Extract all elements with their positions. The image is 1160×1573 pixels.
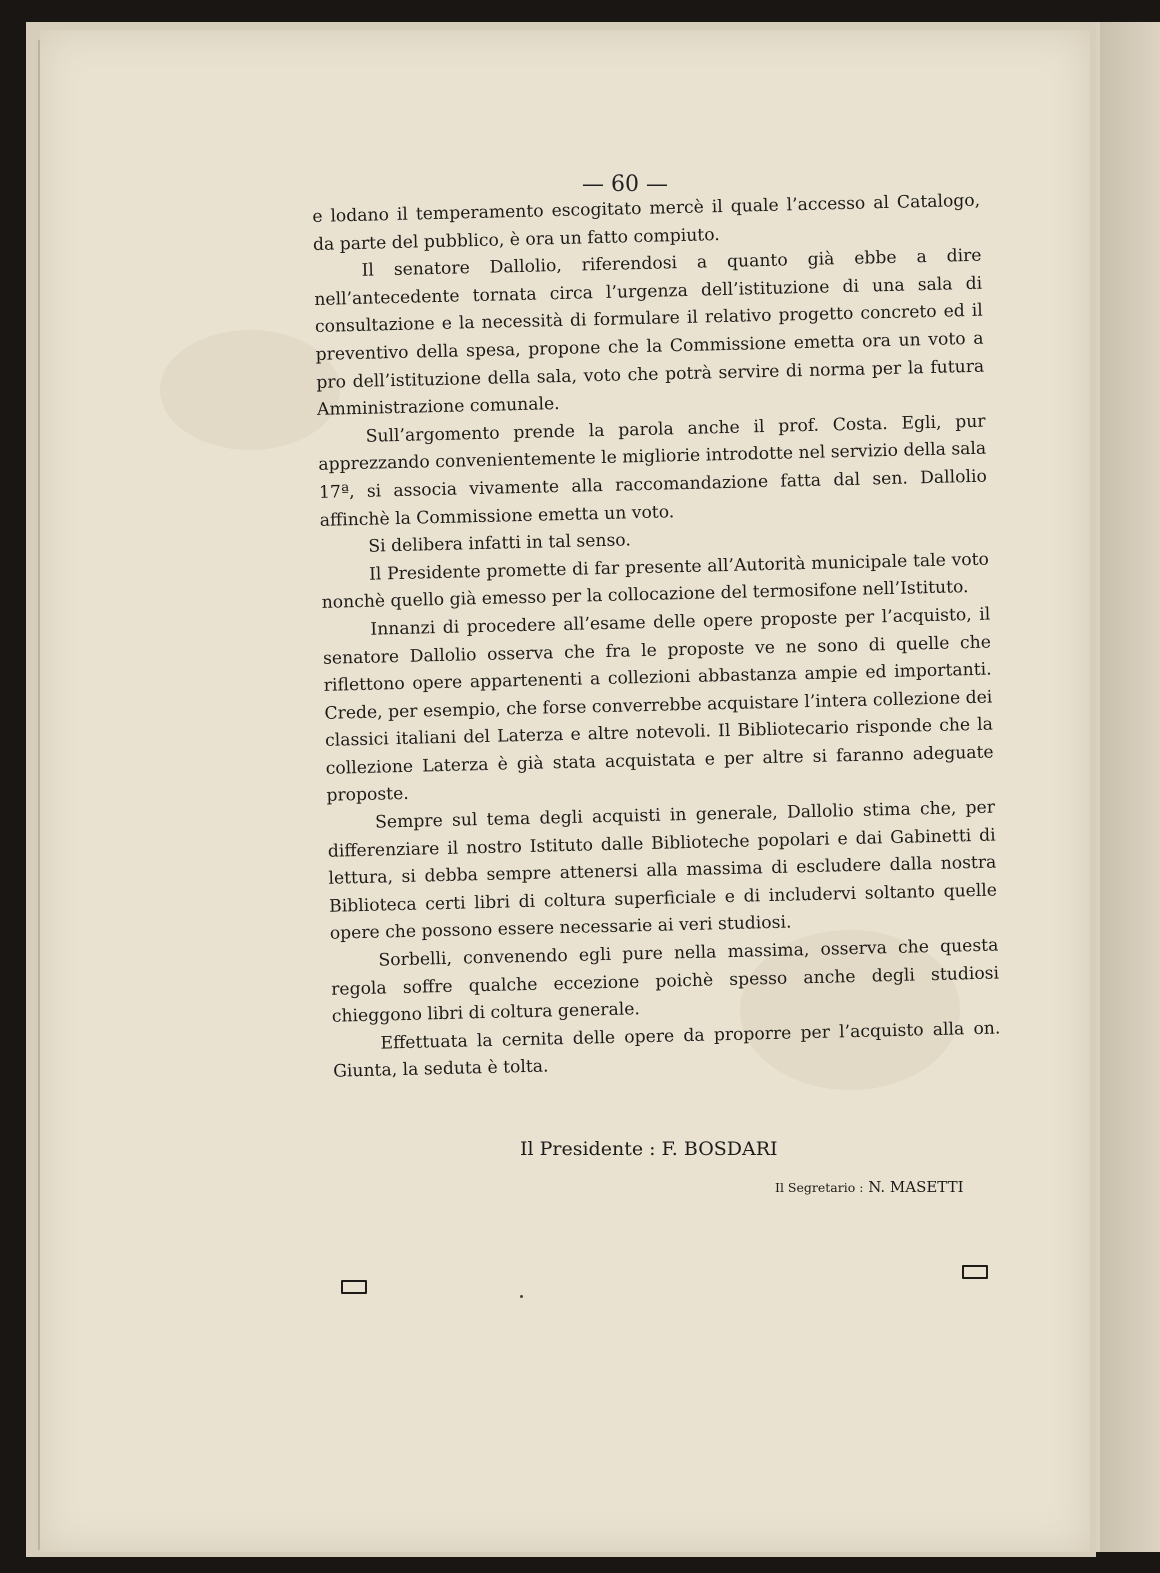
paragraph: Si delibera infatti in tal senso. bbox=[368, 530, 632, 557]
president-name: F. BOSDARI bbox=[661, 1138, 778, 1160]
secretary-signature bbox=[775, 1178, 990, 1196]
paragraph: Sempre sul tema degli acquisti in generale, Dallolio stima che, per differenziare il nostro Istituto dalle Biblioteche popolari e dai Gabinetti di lettura, si debba sempre attenersi alla massima di escludere dalla nostra Biblioteca certi libri di coltura superficiale e di includervi soltanto quelle opere che possono essere necessarie ai veri studiosi. bbox=[327, 797, 998, 945]
president-signature bbox=[520, 1138, 840, 1160]
page-number: — 60 — bbox=[582, 172, 668, 197]
ink-dot bbox=[520, 1295, 523, 1298]
president-label: Il Presidente : bbox=[520, 1138, 656, 1160]
secretary-label: Il Segretario : bbox=[775, 1180, 864, 1195]
paragraph: Sorbelli, convenendo egli pure nella massima, osserva che questa regola soffre qualche eccezione poichè spesso anche degli studiosi chieggono libri di coltura generale. bbox=[330, 935, 1000, 1027]
paragraph: Sull’argomento prende la parola anche il prof. Costa. Egli, pur apprezzando convenientemente le migliorie introdotte nel servizio della sala 17ª, si associa vivamente alla raccomandazione fatta dal sen. Dallolio affinchè la Commissione emetta un voto. bbox=[318, 411, 988, 531]
body-text bbox=[312, 188, 1001, 1087]
secretary-name: N. MASETTI bbox=[868, 1178, 964, 1196]
next-page-shade bbox=[1100, 22, 1160, 1552]
paragraph: e lodano il temperamento escogitato mercè il quale l’accesso al Catalogo, da parte del pubblico, è ora un fatto compiuto. bbox=[312, 190, 981, 255]
ornament-right-icon bbox=[962, 1265, 988, 1279]
ornament-left-icon bbox=[341, 1280, 367, 1294]
paragraph: Innanzi di procedere all’esame delle opere proposte per l’acquisto, il senatore Dallolio osserva che fra le proposte ve ne sono di quelle che riflettono opere appartenenti a collezioni abbastanza ampie ed importanti. Crede, per esempio, che forse converrebbe acquistare l’intera collezione dei classici italiani del Laterza e altre notevoli. Il Bibliotecario risponde che la collezione Laterza è già stata acquistata e per altre si faranno adeguate proposte. bbox=[322, 604, 994, 807]
paragraph: Il senatore Dallolio, riferendosi a quanto già ebbe a dire nell’antecedente tornata circa l’urgenza dell’istituzione di una sala di consultazione e la necessità di formulare il relativo progetto concreto ed il preventivo della spesa, propone che la Commissione emetta ora un voto a pro dell’istituzione della sala, voto che potrà servire di norma per la futura Amministrazione comunale. bbox=[314, 245, 985, 421]
paper-stain bbox=[160, 330, 340, 450]
paragraph: Effettuata la cernita delle opere da proporre per l’acquisto alla on. Giunta, la seduta è tolta. bbox=[332, 1018, 1001, 1083]
paragraph: Il Presidente promette di far presente all’Autorità municipale tale voto nonchè quello già emesso per la collocazione del termosifone nell’Istituto. bbox=[321, 549, 990, 614]
